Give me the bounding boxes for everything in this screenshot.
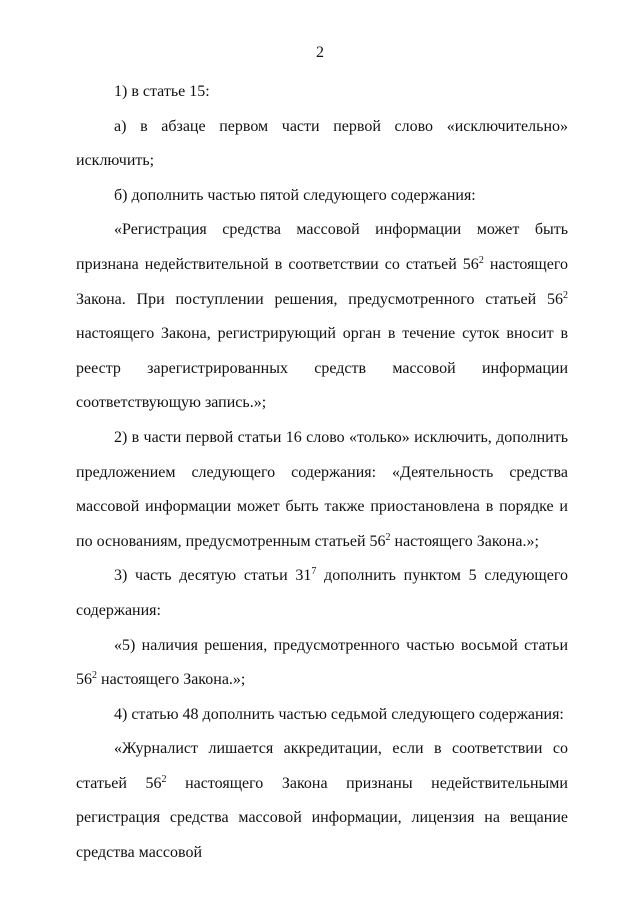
- paragraph-1b: [76, 179, 568, 214]
- paragraph-text: 1) в статье 15:: [114, 83, 210, 100]
- paragraph-text: настоящего Закона.»;: [390, 532, 539, 550]
- paragraph-text: 4) статью 48 дополнить частью седьмой следующего содержания:: [114, 705, 564, 723]
- paragraph-text: 3) часть десятую статьи 31: [114, 567, 312, 585]
- superscript: 7: [311, 566, 317, 578]
- superscript: 2: [478, 254, 484, 266]
- paragraph-text: а) в абзаце первом части первой слово «исключительно» исключить;: [76, 117, 568, 170]
- paragraph-text: «5) наличия решения, предусмотренного частью восьмой статьи 56: [76, 636, 568, 689]
- paragraph-1a: [76, 110, 568, 179]
- paragraph-text: дополнить пунктом 5 следующего содержания:: [76, 567, 568, 619]
- paragraph-text: 2) в части первой статьи 16 слово «только» исключить, дополнить предложением следующего содержания: «Деятельность средства массовой информации может быть также приостановлена в порядке и по основаниям, предусмотренным статьей 56: [76, 428, 568, 550]
- paragraph-3: [76, 559, 568, 628]
- paragraph-4: [76, 698, 568, 733]
- paragraph-quote-registration: [76, 213, 568, 421]
- superscript: 2: [92, 670, 97, 682]
- paragraph-text: б) дополнить частью пятой следующего содержания:: [114, 186, 476, 204]
- paragraph-text: «Регистрация средства массовой информации может быть признана недействительной в соответствии со статьей 56: [76, 221, 568, 273]
- paragraph-text: настоящего Закона, регистрирующий орган в течение суток вносит в реестр зарегистрированных средств массовой информации соответствующую запись.»;: [76, 325, 568, 412]
- paragraph-text: настоящего Закона.»;: [97, 671, 246, 689]
- paragraph-1: [76, 75, 568, 110]
- superscript: 2: [161, 773, 167, 785]
- superscript: 2: [563, 289, 568, 301]
- paragraph-text: настоящего Закона признаны недействительными регистрация средства массовой информации, лицензия на вещание средства массовой: [76, 774, 568, 862]
- paragraph-quote-5: [76, 629, 568, 698]
- document-body: [76, 75, 568, 871]
- paragraph-quote-journalist: [76, 732, 568, 870]
- page-number: 2: [316, 44, 324, 61]
- paragraph-2: [76, 421, 568, 559]
- paragraph-text: «Журналист лишается аккредитации, если в соответствии со статьей 56: [76, 740, 568, 792]
- superscript: 2: [385, 531, 391, 543]
- paragraph-text: настоящего Закона. При поступлении решения, предусмотренного статьей 56: [76, 255, 569, 308]
